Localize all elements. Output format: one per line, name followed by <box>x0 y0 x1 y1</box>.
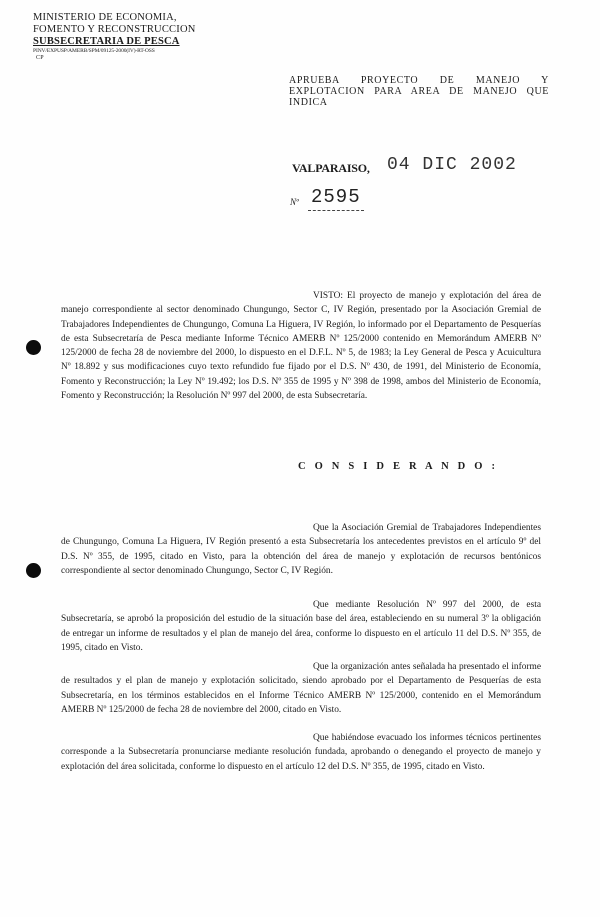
date-stamp: 04 DIC 2002 <box>387 155 517 175</box>
considerando-heading: C O N S I D E R A N D O : <box>298 461 499 472</box>
resolution-number: 2595 <box>311 186 361 208</box>
ministry-name-continued: FOMENTO Y RECONSTRUCCION <box>33 24 196 35</box>
number-label: Nº <box>290 197 299 207</box>
subsecretaria-name: SUBSECRETARIA DE PESCA <box>33 36 180 47</box>
initials: CP <box>36 55 44 61</box>
place-label: VALPARAISO, <box>292 161 370 175</box>
punch-hole-top <box>26 340 41 355</box>
ministry-header <box>33 12 196 62</box>
considerando-paragraph-1: Que la Asociación Gremial de Trabajadores Independientes de Chungungo, Comuna La Higuera, IV Región presentó a esta Subsecretaría los antecedentes previstos en el artículo 9º del D.S. Nº 355, de 1995, citado en Visto, para la obtención del área de manejo y explotación de recursos bentónicos correspondiente al sector denominado Chungungo, Sector C, IV Región. <box>61 523 541 576</box>
reference-code: PINV/EXPUSP/AMERB/SPM/09125-2000(IV)-RT-OSS <box>33 48 155 54</box>
considerando-paragraph-2: Que mediante Resolución Nº 997 del 2000, de esta Subsecretaría, se aprobó la proposición del estudio de la situación base del área, estableciendo en su numeral 3º la obligación de entregar un informe de resultados y el plan de manejo del área, conforme lo dispuesto en el artículo 11 del D.S. Nº 355, de 1995, citado en Visto. <box>61 600 541 653</box>
document-title: APRUEBA PROYECTO DE MANEJO Y EXPLOTACION PARA AREA DE MANEJO QUE INDICA <box>289 75 549 108</box>
considerando-paragraph-3: Que la organización antes señalada ha presentado el informe de resultados y el plan de manejo y explotación solicitado, siendo aprobado por el Departamento de Pesquerías de esta Subsecretaría, en los términos establecidos en el Informe Técnico AMERB Nº 125/2000, contenido en el Memorándum AMERB Nº 125/2000 de fecha 28 de noviembre del 2000, citado en Visto. <box>61 662 541 715</box>
ministry-name: MINISTERIO DE ECONOMIA, <box>33 12 177 23</box>
visto-paragraph: VISTO: El proyecto de manejo y explotación del área de manejo correspondiente al sector denominado Chungungo, Sector C, IV Región, presentado por la Asociación Gremial de Trabajadores Independientes de Chungungo, Comuna La Higuera, IV Región, lo informado por el Departamento de Pesquerías de esta Subsecretaría de Pesca mediante Informe Técnico AMERB Nº 125/2000 contenido en Memorándum AMERB Nº 125/2000 de fecha 28 de noviembre del 2000, lo dispuesto en el D.F.L. Nº 5, de 1983; la Ley General de Pesca y Acuicultura Nº 18.892 y sus modificaciones cuyo texto refundido fue fijado por el D.S. Nº 430, de 1991, del Ministerio de Economía, Fomento y Reconstrucción; la Ley Nº 19.492; los D.S. Nº 355 de 1995 y Nº 398 de 1998, ambos del Ministerio de Economía, Fomento y Reconstrucción; la Resolución Nº 997 del 2000, de esta Subsecretaría. <box>61 291 541 402</box>
number-underline <box>308 210 364 211</box>
punch-hole-bottom <box>26 563 41 578</box>
considerando-paragraph-4: Que habiéndose evacuado los informes técnicos pertinentes corresponde a la Subsecretaría pronunciarse mediante resolución fundada, aprobando o denegando el proyecto de manejo y explotación del área solicitada, conforme lo dispuesto en el artículo 12 del D.S. Nº 355, de 1995, citado en Visto. <box>61 733 541 772</box>
